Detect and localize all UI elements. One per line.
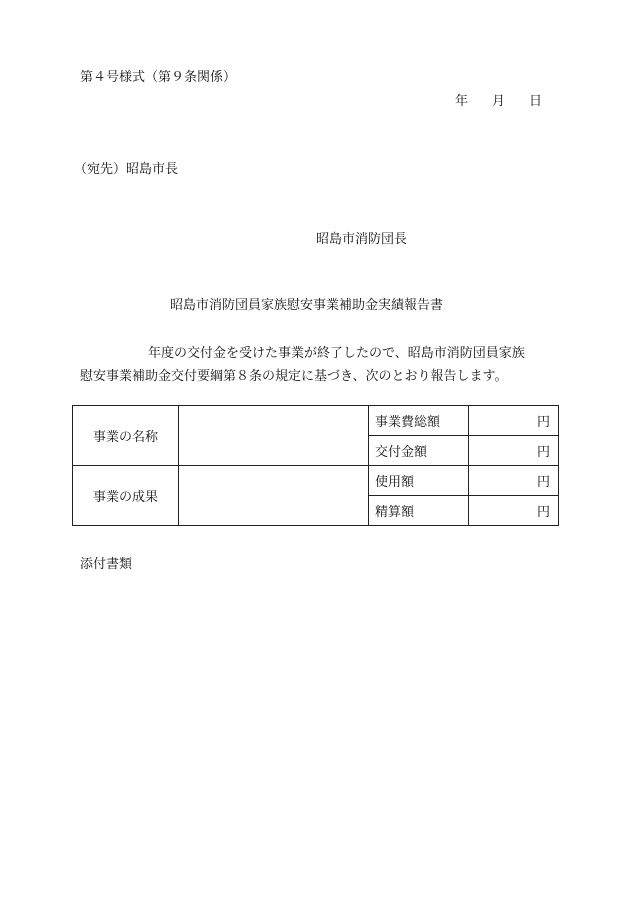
project-name-field[interactable] [179,406,369,466]
form-number: 第４号様式（第９条関係） [80,70,237,85]
report-table [72,405,559,526]
settlement-amount-label: 精算額 [369,496,469,526]
project-result-label: 事業の成果 [73,466,179,526]
attachments-label: 添付書類 [80,557,133,572]
total-cost-field[interactable]: 円 [469,406,559,436]
used-amount-label: 使用額 [369,466,469,496]
settlement-amount-field[interactable]: 円 [469,496,559,526]
grant-amount-field[interactable]: 円 [469,436,559,466]
used-amount-field[interactable]: 円 [469,466,559,496]
date-day-label: 日 [529,94,543,109]
body-text-line-2: 慰安事業補助金交付要綱第８条の規定に基づき、次のとおり報告します。 [80,369,508,384]
date-year-label: 年 [455,94,469,109]
table-row [73,466,559,496]
sender: 昭島市消防団長 [316,232,408,247]
date-line [455,90,542,109]
document-title: 昭島市消防団員家族慰安事業補助金実績報告書 [170,298,444,313]
project-name-label: 事業の名称 [73,406,179,466]
addressee: （宛先）昭島市長 [74,162,179,177]
table-row [73,406,559,436]
date-month-label: 月 [492,94,506,109]
project-result-field[interactable] [179,466,369,526]
body-text-line-1: 年度の交付金を受けた事業が終了したので、昭島市消防団員家族 [148,346,525,361]
total-cost-label: 事業費総額 [369,406,469,436]
grant-amount-label: 交付金額 [369,436,469,466]
